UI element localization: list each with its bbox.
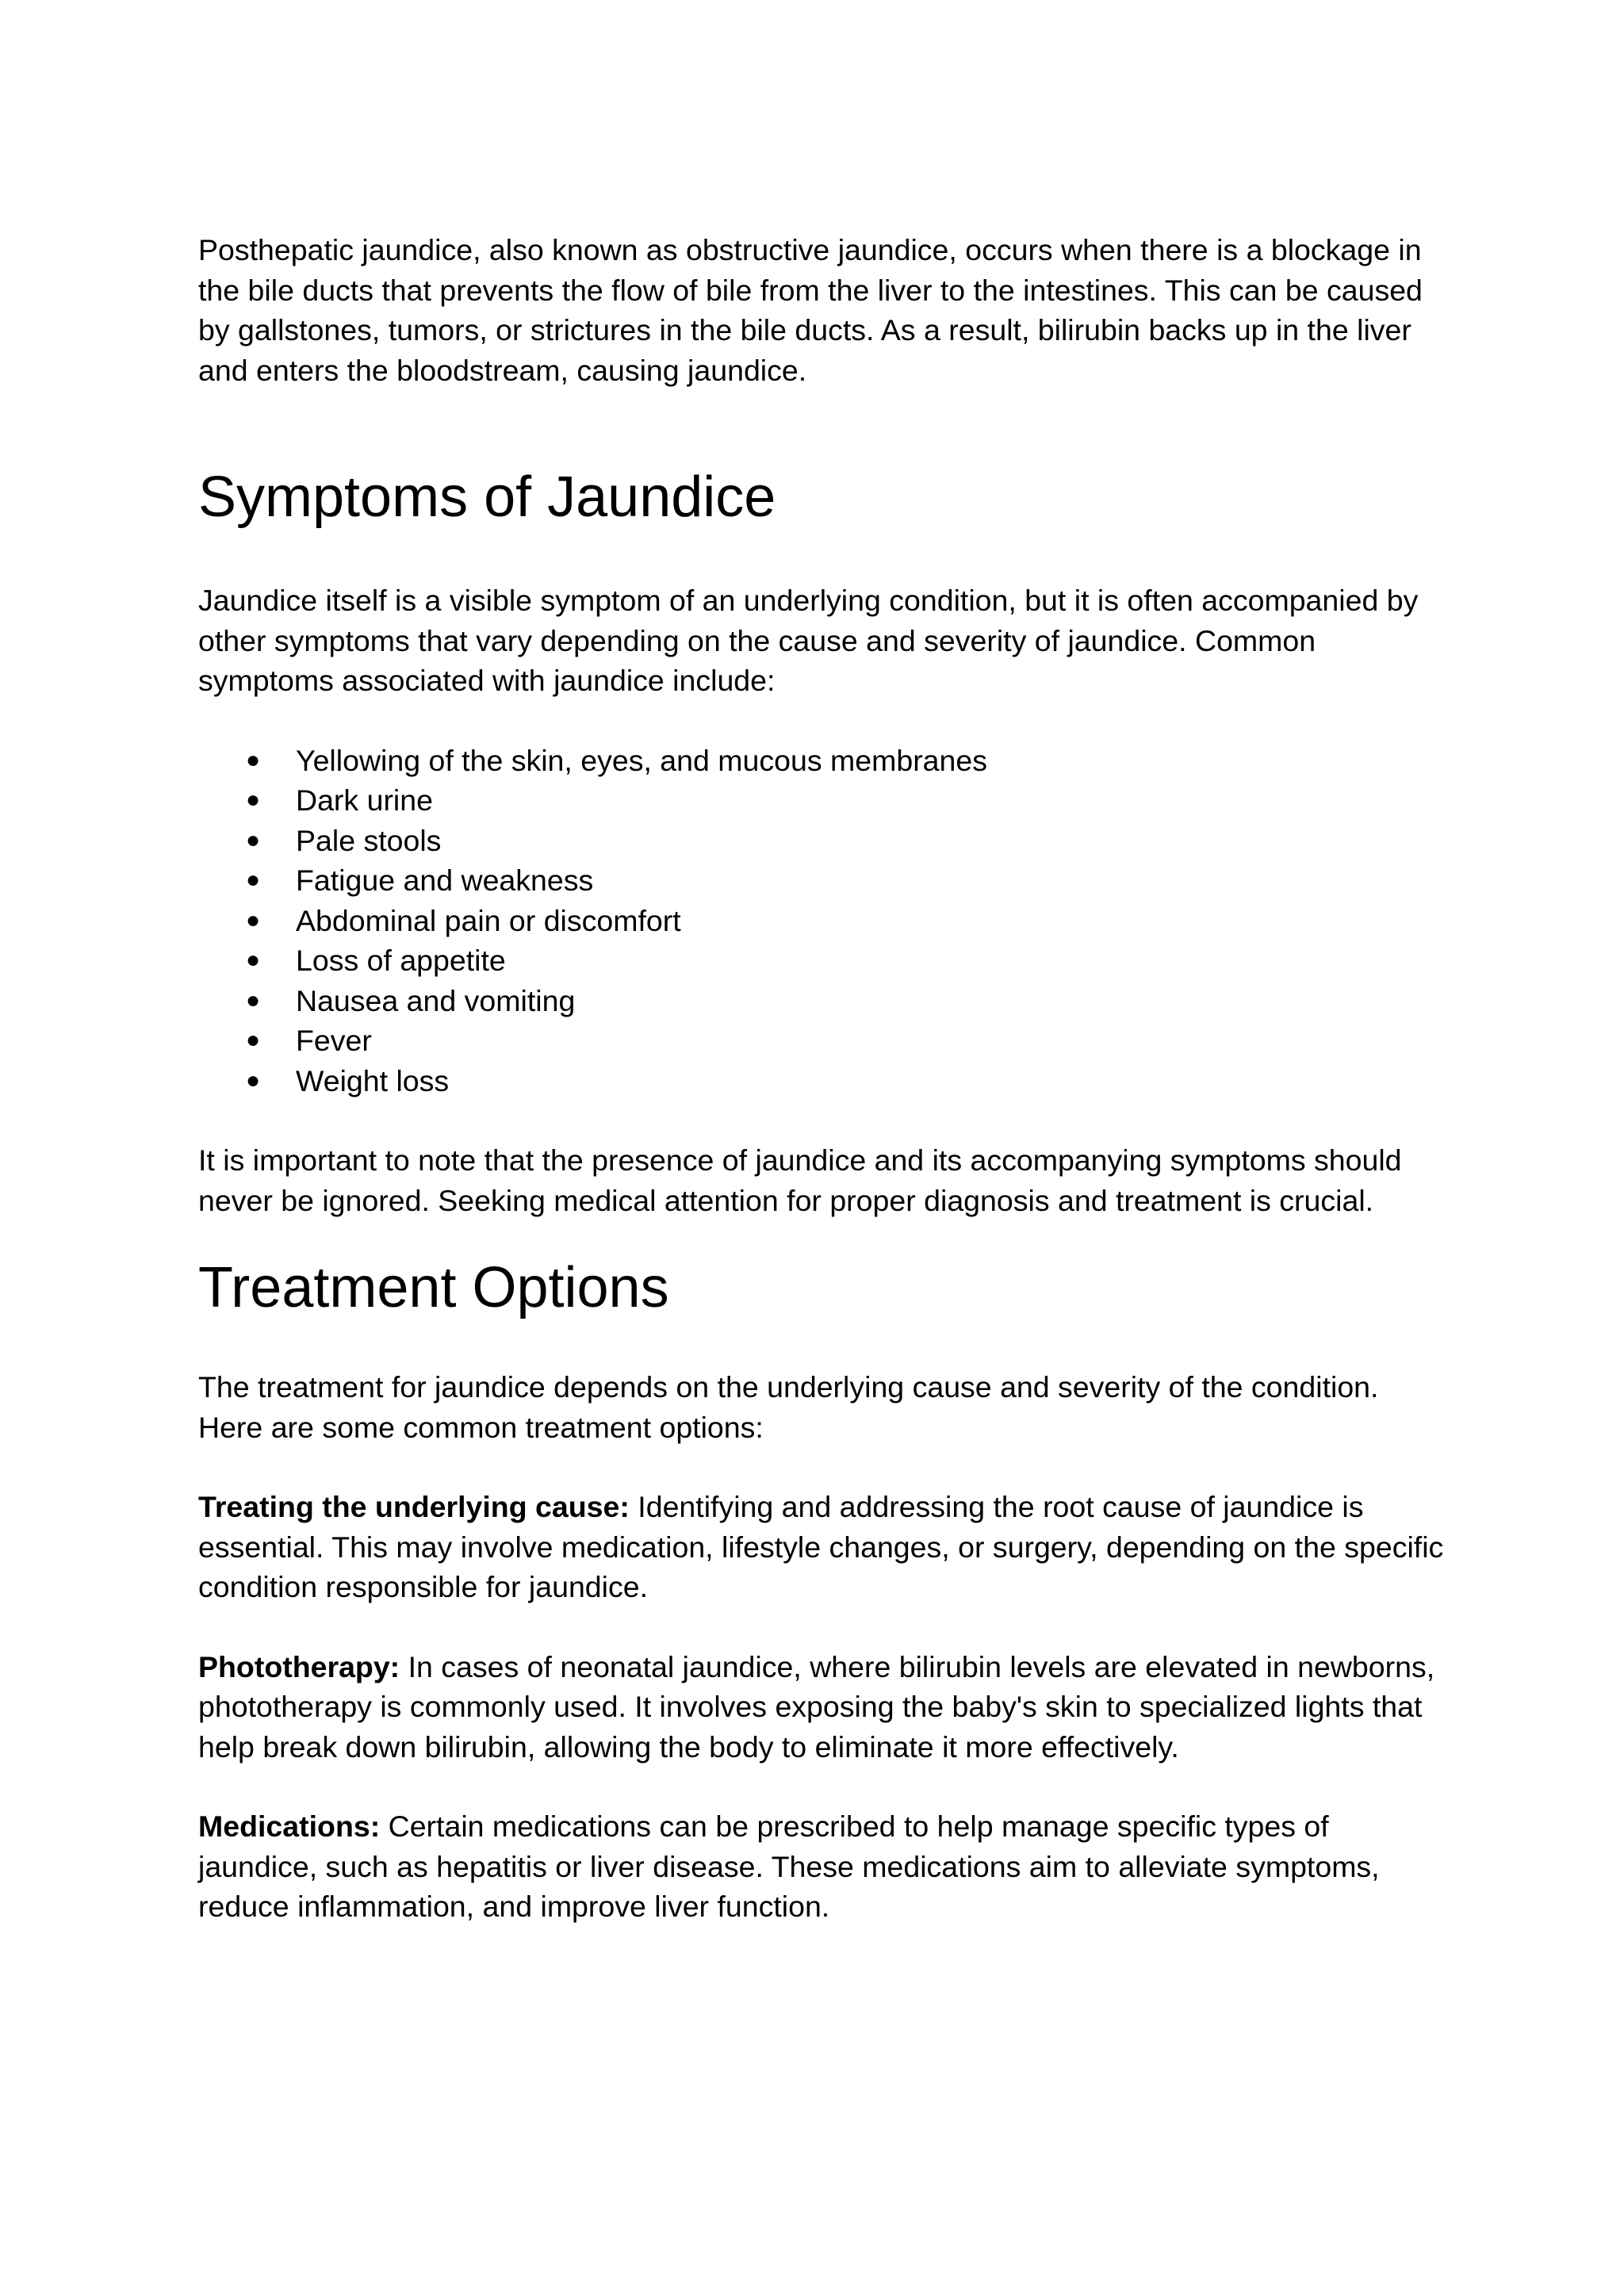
list-item [198,860,1451,901]
list-item [198,821,1451,861]
treatment-item-medications [198,1806,1451,1927]
bullet-icon: ● [246,826,261,853]
bullet-icon: ● [246,906,261,933]
list-item-text: Fever [296,1024,372,1057]
bullet-icon: ● [246,787,261,813]
bullet-icon: ● [246,1027,261,1053]
treatment-heading: Treatment Options [198,1256,669,1319]
bullet-icon: ● [246,947,261,973]
list-item-text: Dark urine [296,783,433,817]
list-item-text: Pale stools [296,823,442,857]
list-item [198,780,1451,821]
list-item-text: Fatigue and weakness [296,864,594,897]
list-item [198,741,1451,781]
list-item [198,981,1451,1021]
list-item-text: Yellowing of the skin, eyes, and mucous membranes [296,743,988,777]
symptoms-note-paragraph: It is important to note that the presence of jaundice and its accompanying symptoms should never be ignored. Seeking medical attention for proper diagnosis and treatment is crucial. [198,1143,1402,1217]
treatment-item-label: Medications: [198,1810,381,1843]
list-item [198,901,1451,941]
bullet-icon: ● [246,746,261,773]
symptoms-heading: Symptoms of Jaundice [198,465,776,529]
treatment-item-text: In cases of neonatal jaundice, where bilirubin levels are elevated in newborns, phototherapy is commonly used. It involves exposing the baby's skin to specialized lights that help break down bilirubin, allowing the body to eliminate it more effectively. [198,1649,1435,1764]
treatment-paragraph: The treatment for jaundice depends on the underlying cause and severity of the condition. Here are some common treatment options: [198,1370,1379,1444]
symptom-list [198,741,1451,1101]
symptoms-paragraph: Jaundice itself is a visible symptom of an underlying condition, but it is often accompanied by other symptoms that vary depending on the cause and severity of jaundice. Common symptoms associated with jaundice include: [198,584,1419,697]
bullet-icon: ● [246,867,261,893]
treatment-item-label: Treating the underlying cause: [198,1490,630,1523]
list-item [198,1061,1451,1101]
list-item-text: Abdominal pain or discomfort [296,903,681,937]
list-item [198,1021,1451,1061]
list-item-text: Weight loss [296,1063,450,1097]
treatment-item-phototherapy [198,1647,1451,1767]
bullet-icon: ● [246,1067,261,1093]
intro-paragraph: Posthepatic jaundice, also known as obstructive jaundice, occurs when there is a blockage in the bile ducts that prevents the flow of bile from the liver to the intestines. This can be caused by gallstones, tumors, or strictures in the bile ducts. As a result, bilirubin backs up in the liver and enters the bloodstream, causing jaundice. [198,233,1423,387]
list-item [198,940,1451,981]
treatment-item-text: Identifying and addressing the root cause of jaundice is essential. This may involve medication, lifestyle changes, or surgery, depending on the specific condition responsible for jaundice. [198,1490,1444,1603]
list-item-text: Loss of appetite [296,944,506,977]
document-page [198,230,1451,1927]
treatment-item-underlying-cause [198,1487,1451,1607]
treatment-item-label: Phototherapy: [198,1649,400,1683]
list-item-text: Nausea and vomiting [296,983,576,1017]
bullet-icon: ● [246,986,261,1013]
treatment-item-text: Certain medications can be prescribed to help manage specific types of jaundice, such as hepatitis or liver disease. These medications aim to alleviate symptoms, reduce inflammation, and improve liver function. [198,1810,1380,1923]
